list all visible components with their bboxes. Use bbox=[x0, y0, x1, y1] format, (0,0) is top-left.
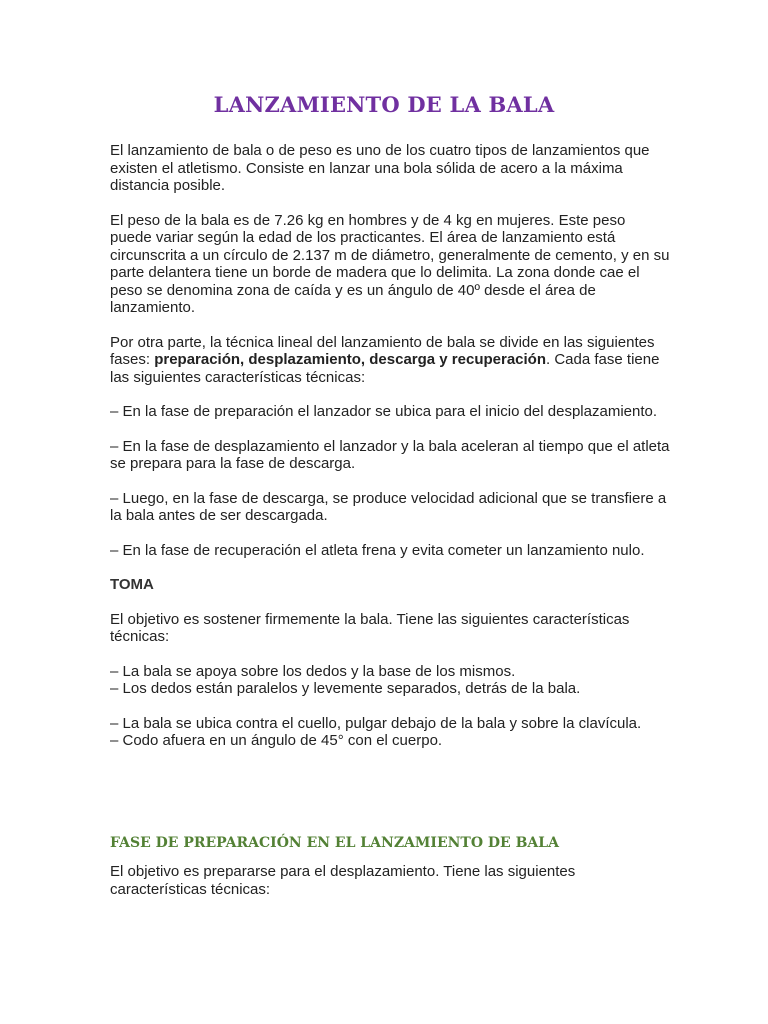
phases-text-end: . Cada fase tiene las siguientes características técnicas: bbox=[110, 351, 660, 386]
toma-intro-paragraph: El objetivo es sostener firmemente la bala. Tiene las siguientes características técnicas: bbox=[110, 610, 630, 645]
toma-heading: TOMA bbox=[110, 576, 154, 593]
weight-paragraph: El peso de la bala es de 7.26 kg en hombres y de 4 kg en mujeres. Este peso puede variar según la edad de los practicantes. El área de lanzamiento está circunscrita a un círculo de 2.137 m de diámetro, generalmente de cemento, y en su parte delantera tiene un borde de madera que lo delimita. La zona donde cae el peso se denomina zona de caída y es un ángulo de 40º desde el área de lanzamiento. bbox=[110, 211, 670, 316]
preparation-intro-paragraph: El objetivo es prepararse para el desplazamiento. Tiene las siguientes características técnicas: bbox=[110, 863, 576, 898]
toma-item-fingers: – La bala se apoya sobre los dedos y la base de los mismos. bbox=[110, 662, 516, 680]
phase-preparation-paragraph: – En la fase de preparación el lanzador se ubica para el inicio del desplazamiento. bbox=[110, 403, 658, 420]
toma-item-elbow: – Codo afuera en un ángulo de 45° con el cuerpo. bbox=[110, 732, 443, 749]
phase-release-paragraph: – Luego, en la fase de descarga, se produce velocidad adicional que se transfiere a la bala antes de ser descargada. bbox=[110, 489, 667, 524]
phase-recovery-paragraph: – En la fase de recuperación el atleta frena y evita cometer un lanzamiento nulo. bbox=[110, 541, 645, 559]
section-spacer bbox=[110, 767, 670, 835]
preparation-phase-heading: FASE DE PREPARACIÓN EN EL LANZAMIENTO DE BALA bbox=[110, 834, 559, 851]
intro-paragraph: El lanzamiento de bala o de peso es uno de los cuatro tipos de lanzamientos que existen el atletismo. Consiste en lanzar una bola sólida de acero a la máxima distancia posible. bbox=[110, 142, 650, 194]
phases-paragraph bbox=[110, 334, 670, 387]
document-title: LANZAMIENTO DE LA BALA bbox=[213, 92, 555, 117]
toma-item-parallel: – Los dedos están paralelos y levemente separados, detrás de la bala. bbox=[110, 680, 581, 697]
phases-bold-list: preparación, desplazamiento, descarga y recuperación bbox=[154, 351, 547, 368]
phase-displacement-paragraph: – En la fase de desplazamiento el lanzador y la bala aceleran al tiempo que el atleta se prepara para la fase de descarga. bbox=[110, 437, 670, 472]
toma-item-neck: – La bala se ubica contra el cuello, pulgar debajo de la bala y sobre la clavícula. bbox=[110, 714, 642, 732]
document-body bbox=[110, 142, 670, 915]
phases-text-start: Por otra parte, la técnica lineal del lanzamiento de bala se divide en las siguientes fases: bbox=[110, 333, 655, 368]
